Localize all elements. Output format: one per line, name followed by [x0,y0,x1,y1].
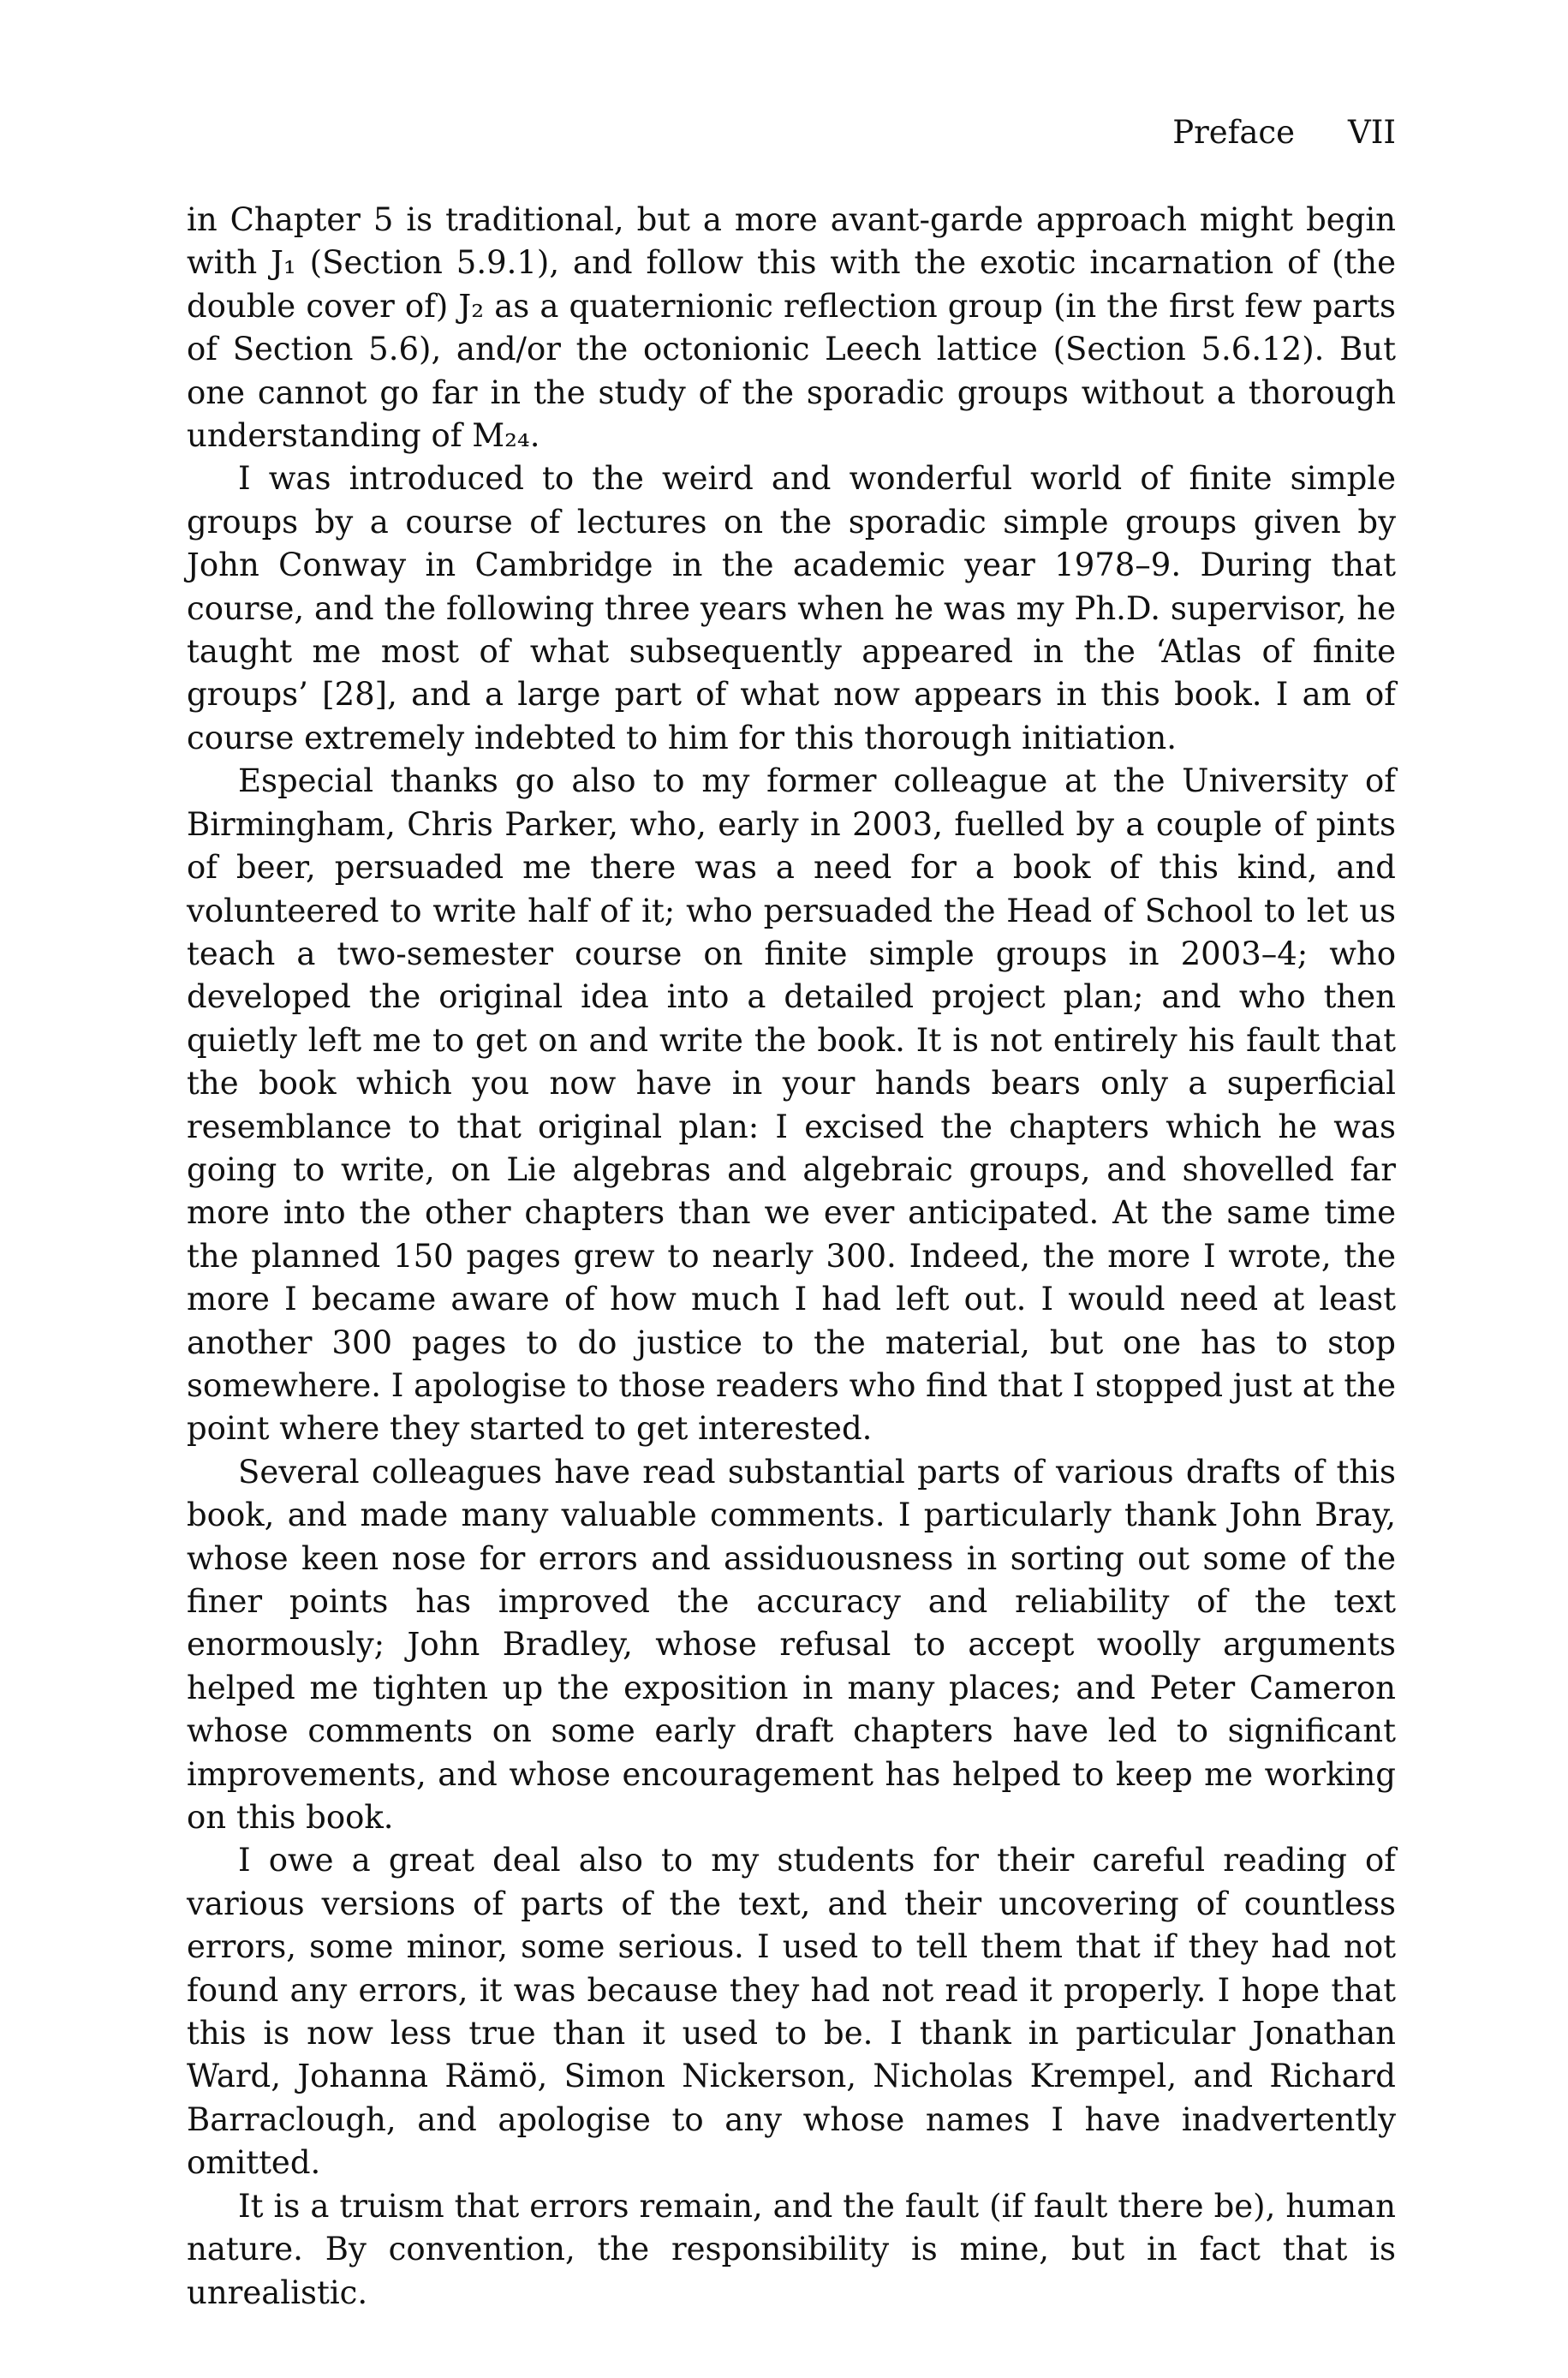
page-number: VII [1348,114,1396,151]
body-text [187,199,1396,2315]
paragraph-students: I owe a great deal also to my students for their careful reading of various versions of parts of the text, and their uncovering of countless errors, some minor, some serious. I used to tell them that if they had not found any errors, it was because they had not read it properly. I hope that this is now less true than it used to be. I thank in particular Jonathan Ward, Johanna Rämö, Simon Nickerson, Nicholas Krempel, and Richard Barraclough, and apologise to any whose names I have inadvertently omitted. [187,1842,1396,2182]
paragraph-errors: It is a truism that errors remain, and the fault (if fault there be), human nature. By convention, the responsibility is mine, but in fact that is unrealistic. [187,2187,1396,2311]
paragraph-conway: I was introduced to the weird and wonderful world of finite simple groups by a course of lectures on the sporadic simple groups given by John Conway in Cambridge in the academic year 1978–9. During that course, and the following three years when he was my Ph.D. supervisor, he taught me most of what subsequently appeared in the ‘Atlas of finite groups’ [28], and a large part of what now appears in this book. I am of course extremely indebted to him for this thorough initiation. [187,460,1396,756]
paragraph-continuation: in Chapter 5 is traditional, but a more avant-garde approach might begin with J₁ (Section 5.9.1), and follow this with the exotic incarnation of (the double cover of) J₂ as a quaternionic reflection group (in the first few parts of Section 5.6), and/or the octonionic Leech lattice (Section 5.6.12). But one cannot go far in the study of the sporadic groups without a thorough understanding of M₂₄. [187,201,1396,455]
running-title: Preface [1172,114,1296,151]
paragraph-parker: Especial thanks go also to my former colleague at the University of Birmingham, Chris Parker, who, early in 2003, fuelled by a couple of pints of beer, persuaded me there was a need for a book of this kind, and volunteered to write half of it; who persuaded the Head of School to let us teach a two-semester course on finite simple groups in 2003–4; who developed the original idea into a detailed project plan; and who then quietly left me to get on and write the book. It is not entirely his fault that the book which you now have in your hands bears only a superficial resemblance to that original plan: I excised the chapters which he was going to write, on Lie algebras and algebraic groups, and shovelled far more into the other chapters than we ever anticipated. At the same time the planned 150 pages grew to nearly 300. Indeed, the more I wrote, the more I became aware of how much I had left out. I would need at least another 300 pages to do justice to the material, but one has to stop somewhere. I apologise to those readers who find that I stopped just at the point where they started to get interested. [187,762,1396,1448]
running-head [1172,111,1396,154]
paragraph-colleagues: Several colleagues have read substantial parts of various drafts of this book, and made many valuable comments. I particularly thank John Bray, whose keen nose for errors and assiduousness in sorting out some of the finer points has improved the accuracy and reliability of the text enormously; John Bradley, whose refusal to accept woolly arguments helped me tighten up the exposition in many places; and Peter Cameron whose comments on some early draft chapters have led to significant improvements, and whose encouragement has helped to keep me working on this book. [187,1453,1396,1837]
